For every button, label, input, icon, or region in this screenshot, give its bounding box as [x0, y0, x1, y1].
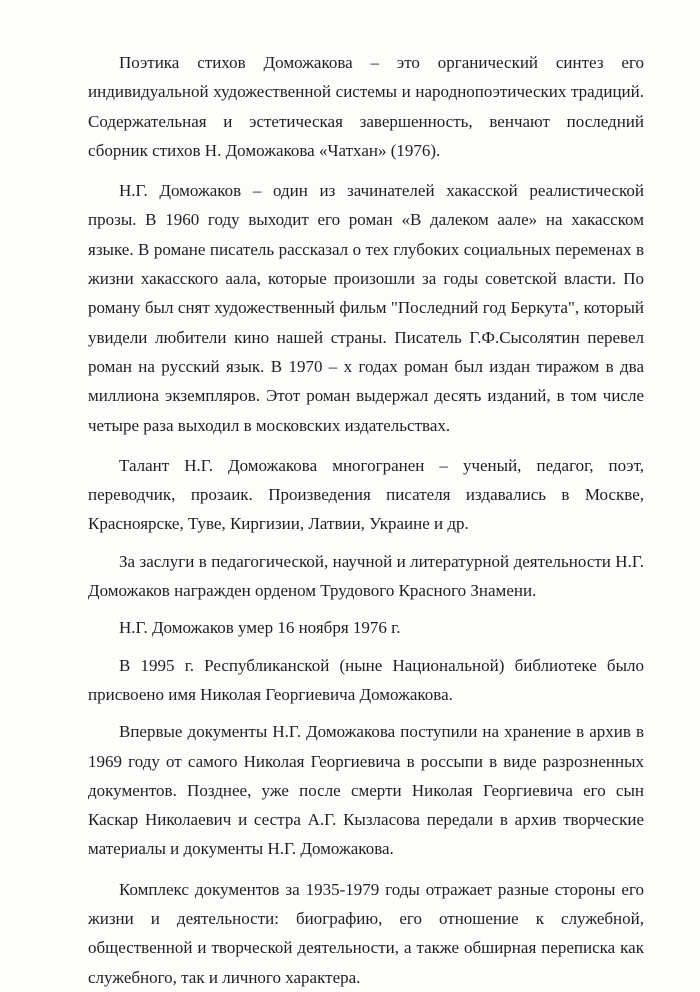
paragraph-archive: Впервые документы Н.Г. Доможакова поступили на хранение в архив в 1969 году от самого Николая Георгиевича в россыпи в виде разрозненных документов. Позднее, уже после смерти Николая Георгиевича его сын Каскар Николаевич и сестра А.Г. Кызласова передали в архив творческие материалы и документы Н.Г. Доможакова.: [88, 722, 644, 859]
paragraph-collection: Комплекс документов за 1935-1979 годы отражает разные стороны его жизни и деятельности: биографию, его отношение к служебной, общественной и творческой деятельности, а также обширная переписка как служебного, так и личного характера.: [88, 879, 644, 987]
paragraph-death: Н.Г. Доможаков умер 16 ноября 1976 г.: [119, 618, 401, 638]
paragraph-prose: Н.Г. Доможаков – один из зачинателей хакасской реалистической прозы. В 1960 году выходит его роман «В далеком аале» на хакасском языке. В романе писатель рассказал о тех глубоких социальных переменах в жизни хакасского аала, которые произошли за годы советской власти. По роману был снят художественный фильм "Последний год Беркута", который увидели любители кино нашей страны. Писатель Г.Ф.Сысолятин перевел роман на русский язык. В 1970 – х годах роман был издан тиражом в два миллиона экземпляров. Этот роман выдержал десять изданий, в том числе четыре раза выходил в московских издательствах.: [88, 181, 644, 435]
paragraph-poetics: Поэтика стихов Доможакова – это органический синтез его индивидуальной художественной системы и народнопоэтических традиций. Содержательная и эстетическая завершенность, венчают последний сборник стихов Н. Доможакова «Чатхан» (1976).: [88, 53, 644, 160]
document-body: [88, 48, 644, 992]
paragraph-library: В 1995 г. Республиканской (ныне Национальной) библиотеке было присвоено имя Николая Георгиевича Доможакова.: [88, 655, 644, 704]
paragraph-talent: Талант Н.Г. Доможакова многогранен – ученый, педагог, поэт, переводчик, прозаик. Произведения писателя издавались в Москве, Красноярске, Туве, Киргизии, Латвии, Украине и др.: [88, 455, 644, 534]
paragraph-award: За заслуги в педагогической, научной и литературной деятельности Н.Г. Доможаков награжден орденом Трудового Красного Знамени.: [88, 551, 644, 601]
